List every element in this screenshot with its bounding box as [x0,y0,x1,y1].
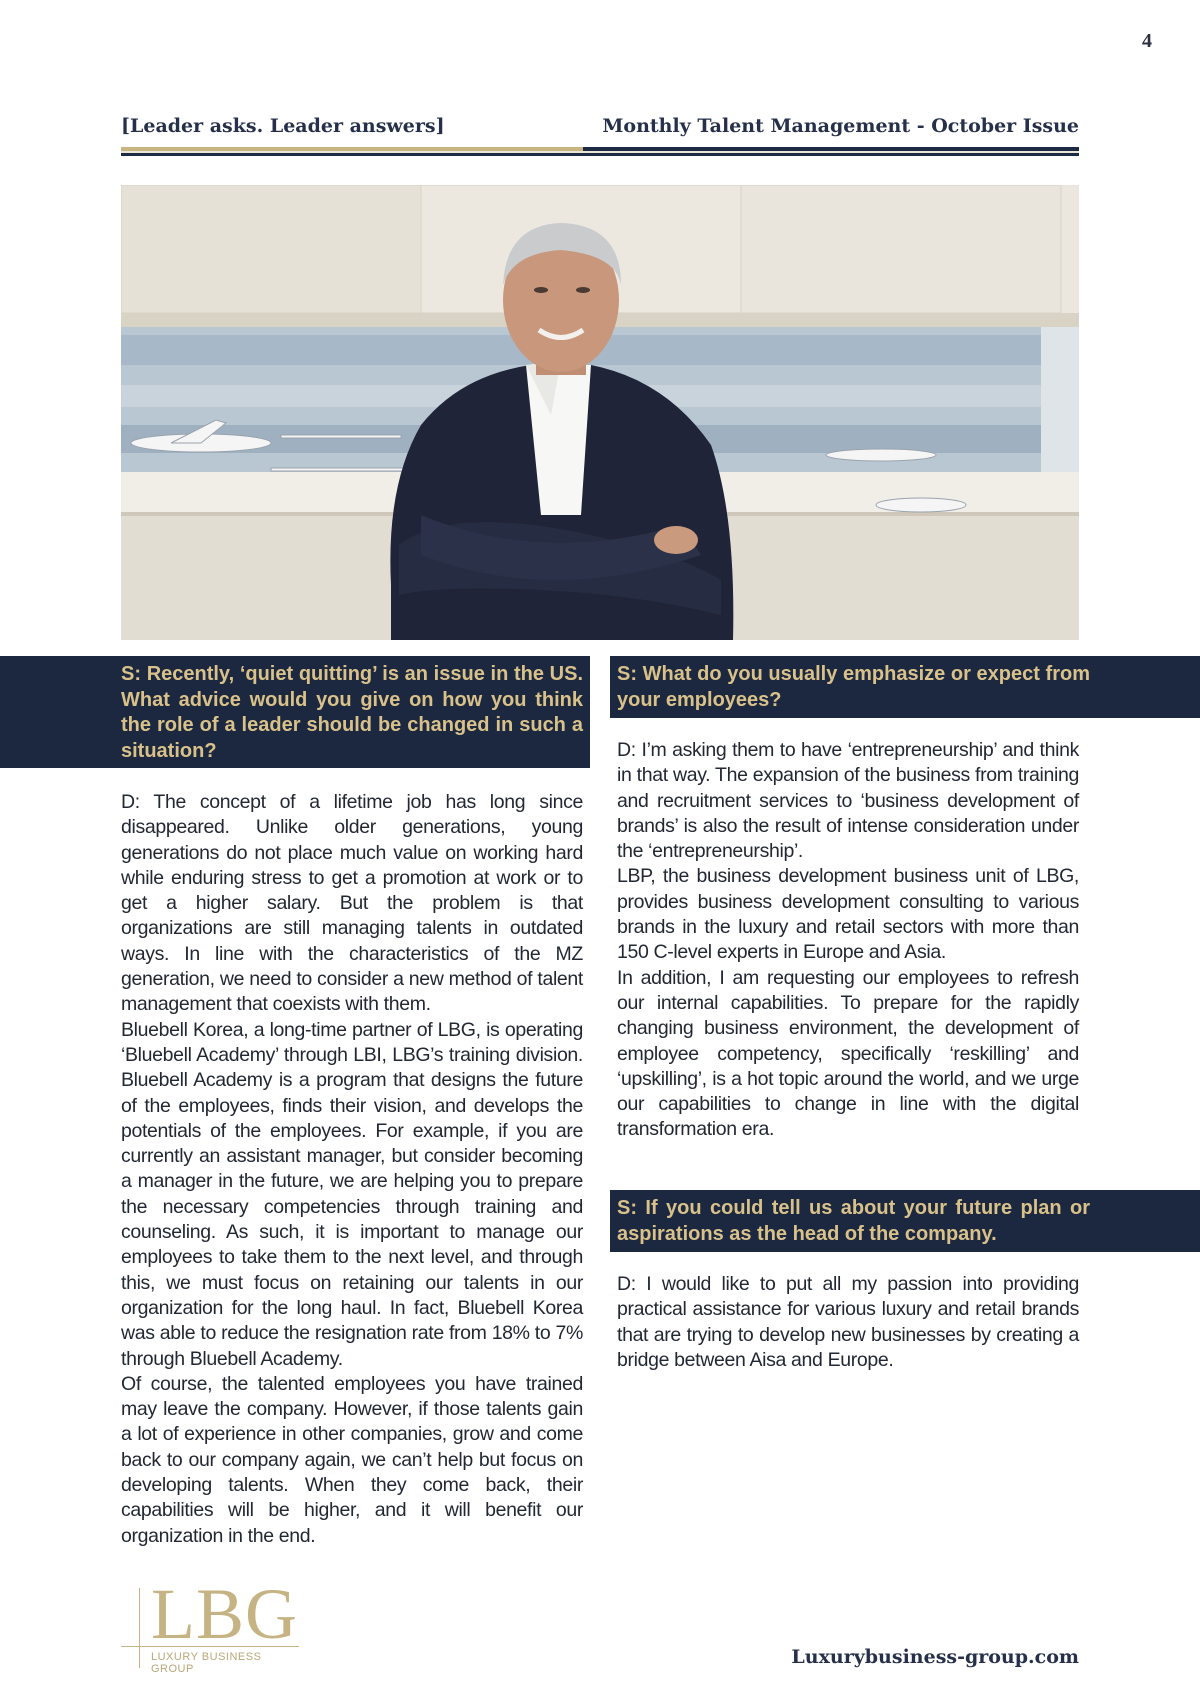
answer-paragraph: Of course, the talented employees you have trained may leave the company. However, if those talents gain a lot of experience in other companies, grow and come back to our company again, we can’t help but focus on developing talents. When they come back, their capabilities will be higher, and it will benefit our organization in the end. [121,1372,583,1547]
page-header [121,115,1079,149]
section-title: [Leader asks. Leader answers] [121,115,445,137]
answer-paragraph: Bluebell Korea, a long-time partner of LBG, is operating ‘Bluebell Academy’ through LBI, LBG’s training division. Bluebell Academy is a program that designs the future of the employees, finds their vision, and develops the potentials of the employees. For example, if you are currently an assistant manager, but consider becoming a manager in the future, we are helping you to prepare the necessary competencies through training and counseling. As such, it is important to manage our employees to take them to the next level, and through this, we must focus on retaining our talents in our organization for the long haul. In fact, Bluebell Korea was able to reduce the resignation rate from 18% to 7% through Bluebell Academy. [121,1018,583,1370]
question-quiet-quitting [0,656,590,768]
interview-photo [121,185,1079,640]
question-text: S: What do you usually emphasize or expect from your employees? [617,663,1090,711]
header-rule-highlight [121,151,1079,153]
answer-paragraph: D: I would like to put all my passion into providing practical assistance for various luxury and retail brands that are trying to develop new businesses by creating a bridge between Aisa and Europe. [617,1273,1079,1371]
answer-paragraph: D: The concept of a lifetime job has long since disappeared. Unlike older generations, young generations do not place much value on working hard while enduring stress to get a promotion at work or to get a higher salary. But the problem is that organizations are still managing talents in outdated ways. In line with the characteristics of the MZ generation, we need to consider a new method of talent management that coexists with them. [121,791,583,1016]
logo-line [139,1588,140,1668]
answer-paragraph: LBP, the business development business unit of LBG, provides business development consulting to various brands in the luxury and retail sectors with more than 150 C-level experts in Europe and Asia. [617,865,1079,964]
logo-subtitle: LUXURY BUSINESS GROUP [151,1651,262,1675]
answer-paragraph: In addition, I am requesting our employees to refresh our internal capabilities. To prepare for the rapidly changing business environment, the development of employee competency, specifically ‘reskilling’ and ‘upskilling’, is a hot topic around the world, and we urge our capabilities to change in line with the digital transformation era. [617,966,1079,1141]
header-rule [121,147,1079,156]
answer-emphasis [617,738,1079,1143]
question-text: S: If you could tell us about your future plan or aspirations as the head of the company. [617,1197,1090,1245]
answer-paragraph: D: I’m asking them to have ‘entrepreneurship’ and think in that way. The expansion of the business from training and recruitment services to ‘business development of brands’ is also the result of intense consideration under the ‘entrepreneurship’. [617,739,1079,863]
answer-future-plan [617,1272,1079,1373]
logo-mark: LBG [151,1574,298,1654]
publication-title: Monthly Talent Management - October Issue [602,115,1079,137]
page-number: 4 [1142,30,1152,52]
question-emphasis [610,656,1200,718]
question-text: S: Recently, ‘quiet quitting’ is an issue in the US. What advice would you give on how you think the role of a leader should be changed in such a situation? [121,663,583,762]
lbg-logo [121,1574,301,1675]
answer-quiet-quitting [121,790,583,1549]
portrait-illustration [121,185,1079,640]
question-future-plan [610,1190,1200,1252]
website-link[interactable]: Luxurybusiness-group.com [791,1646,1079,1668]
